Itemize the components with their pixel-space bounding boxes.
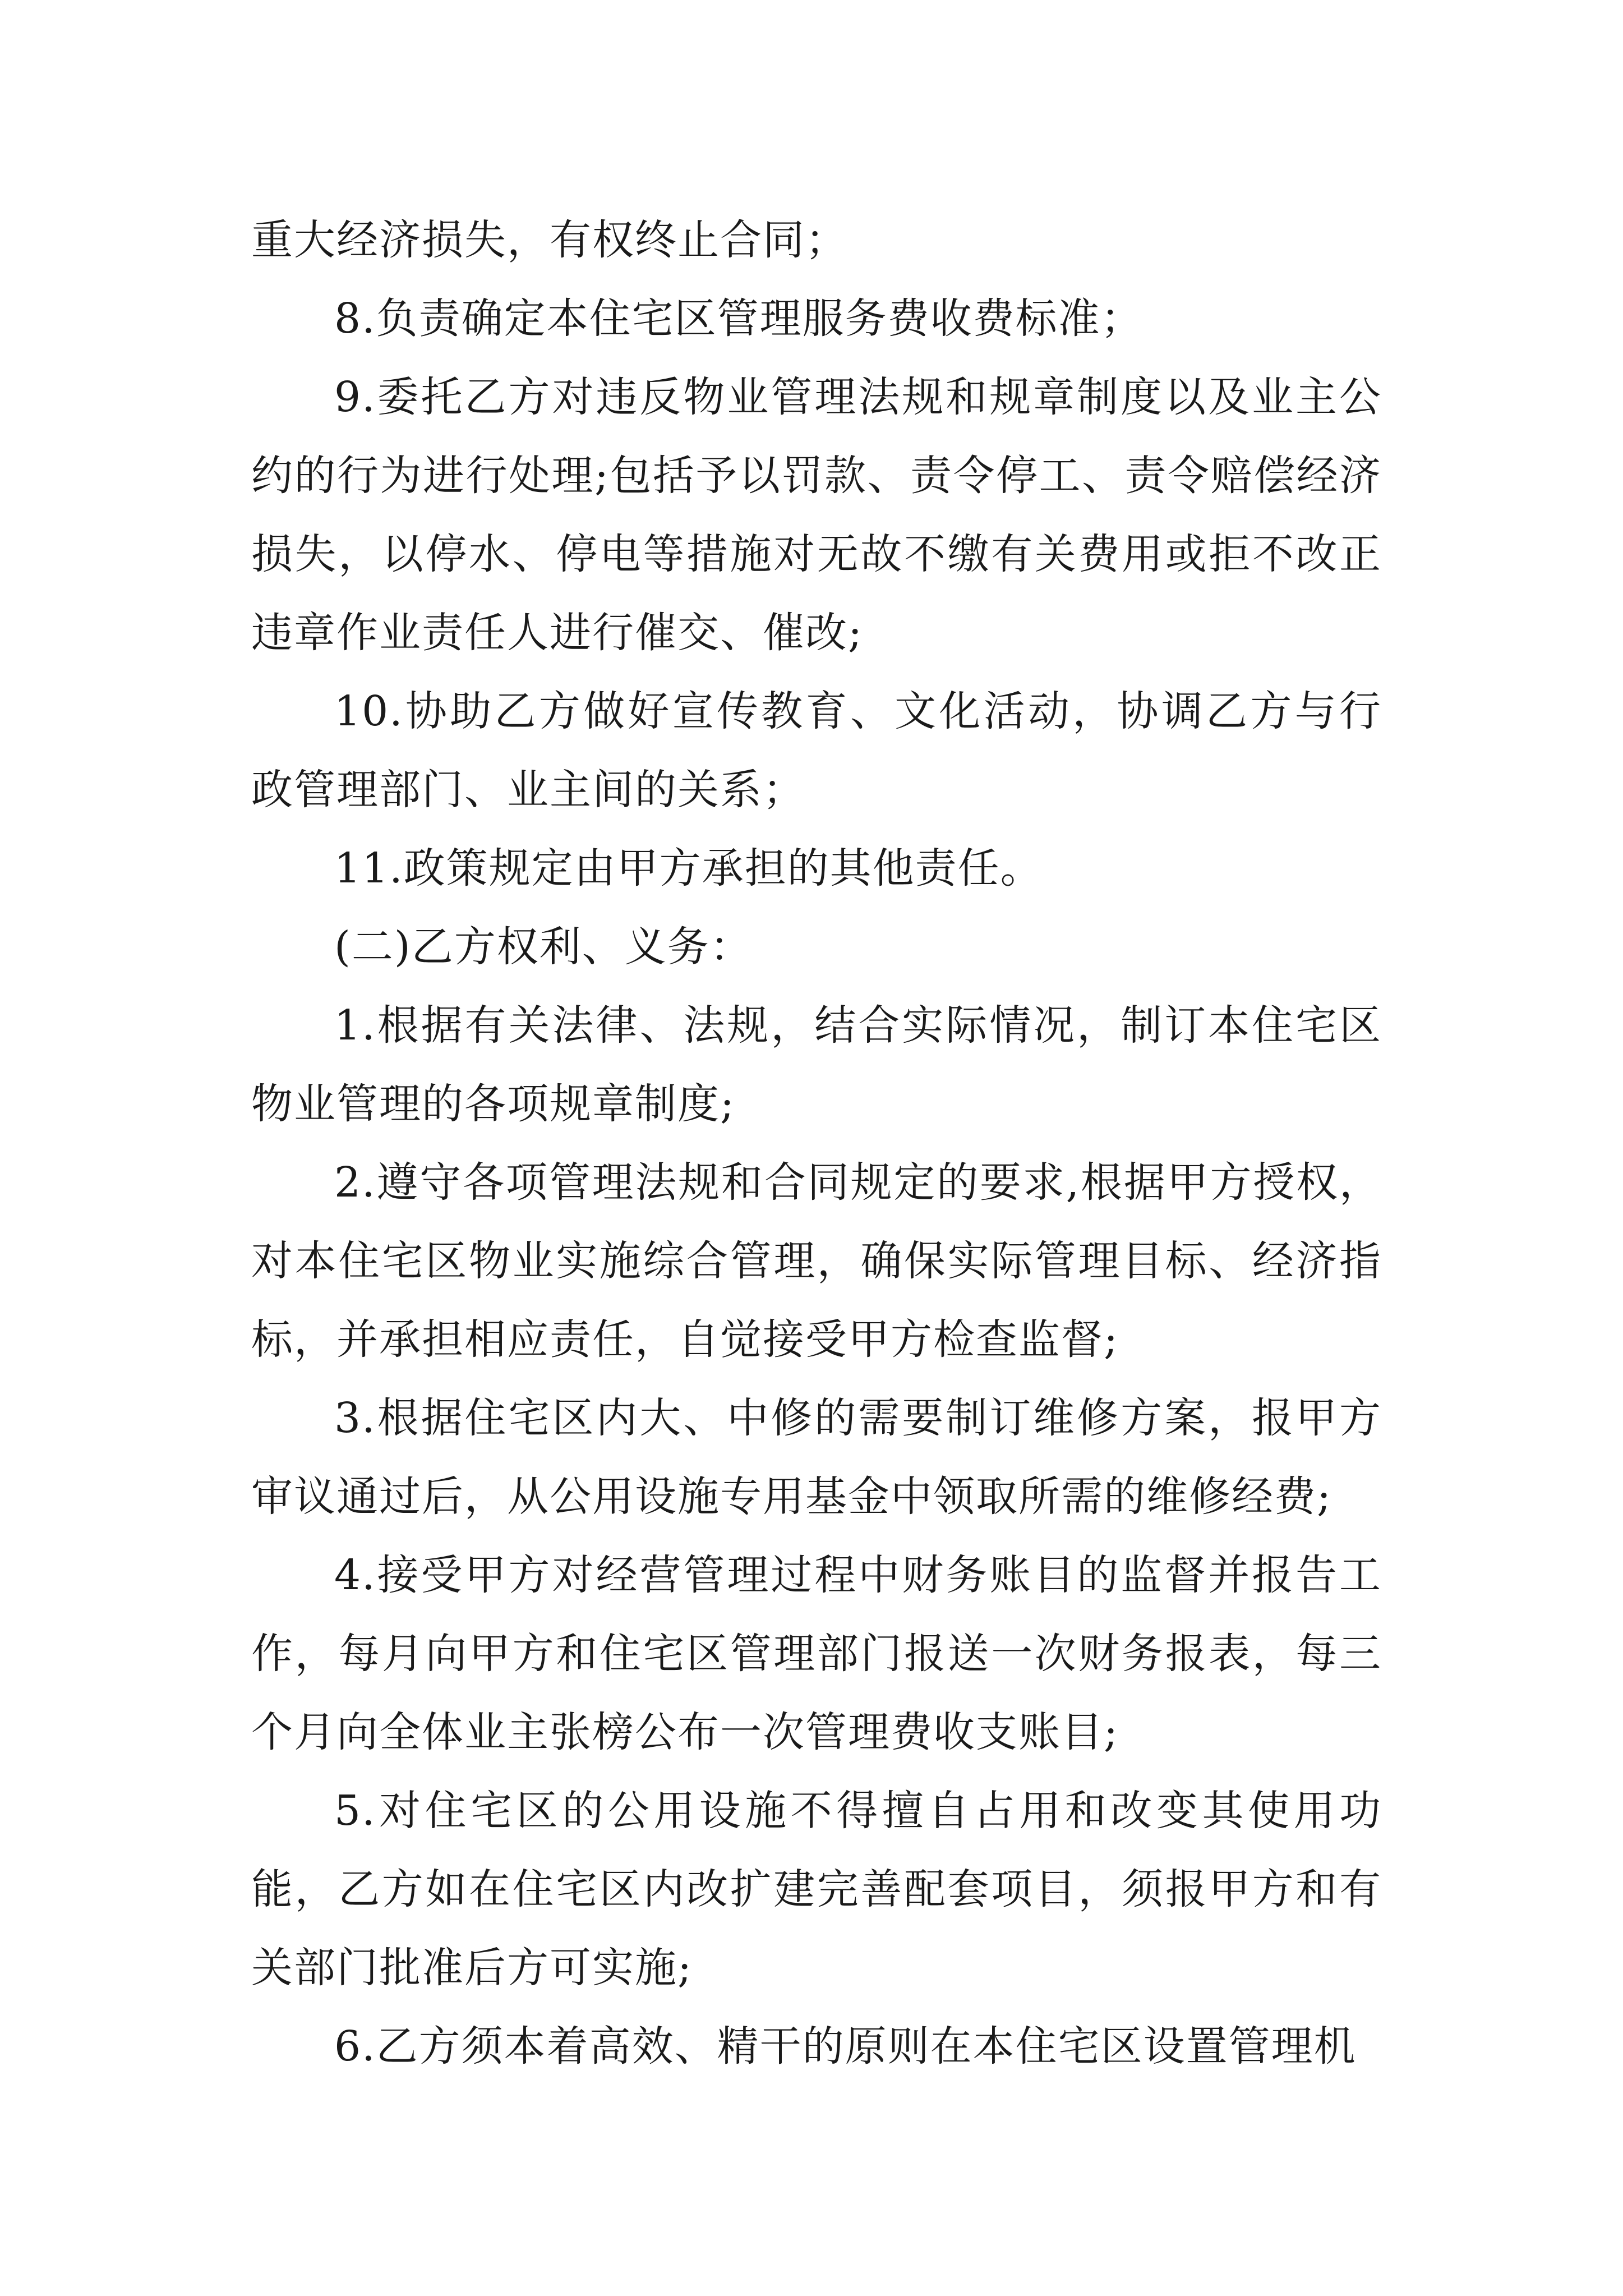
paragraph-b-item-3: 3.根据住宅区内大、中修的需要制订维修方案，报甲方审议通过后，从公用设施专用基金中领取所需的维修经费; (251, 1394, 1382, 1521)
section-heading-party-b: (二)乙方权利、义务： (334, 923, 753, 971)
paragraph-item-11: 11.政策规定由甲方承担的其他责任。 (334, 844, 1043, 892)
paragraph-item-10: 10.协助乙方做好宣传教育、文化活动，协调乙方与行政管理部门、业主间的关系； (251, 687, 1382, 814)
paragraph-item-8: 8.负责确定本住宅区管理服务费收费标准； (334, 295, 1144, 343)
paragraph-continuation: 重大经济损失，有权终止合同； (251, 216, 848, 264)
paragraph-b-item-6: 6.乙方须本着高效、精干的原则在本住宅区设置管理机 (334, 2022, 1357, 2070)
document-body (251, 201, 1382, 2086)
paragraph-b-item-4: 4.接受甲方对经营管理过程中财务账目的监督并报告工作，每月向甲方和住宅区管理部门报送一次财务报表，每三个月向全体业主张榜公布一次管理费收支账目; (251, 1551, 1382, 1756)
paragraph-b-item-5: 5.对住宅区的公用设施不得擅自占用和改变其使用功能，乙方如在住宅区内改扩建完善配套项目，须报甲方和有关部门批准后方可实施; (251, 1787, 1382, 1992)
paragraph-b-item-1: 1.根据有关法律、法规，结合实际情况，制订本住宅区物业管理的各项规章制度; (251, 1001, 1382, 1128)
paragraph-item-9: 9.委托乙方对违反物业管理法规和规章制度以及业主公约的行为进行处理;包括予以罚款、责令停工、责令赔偿经济损失，以停水、停电等措施对无故不缴有关费用或拒不改正违章作业责任人进行催交、催改; (251, 373, 1382, 657)
paragraph-b-item-2: 2.遵守各项管理法规和合同规定的要求,根据甲方授权，对本住宅区物业实施综合管理，确保实际管理目标、经济指标，并承担相应责任，自觉接受甲方检查监督; (251, 1158, 1382, 1364)
